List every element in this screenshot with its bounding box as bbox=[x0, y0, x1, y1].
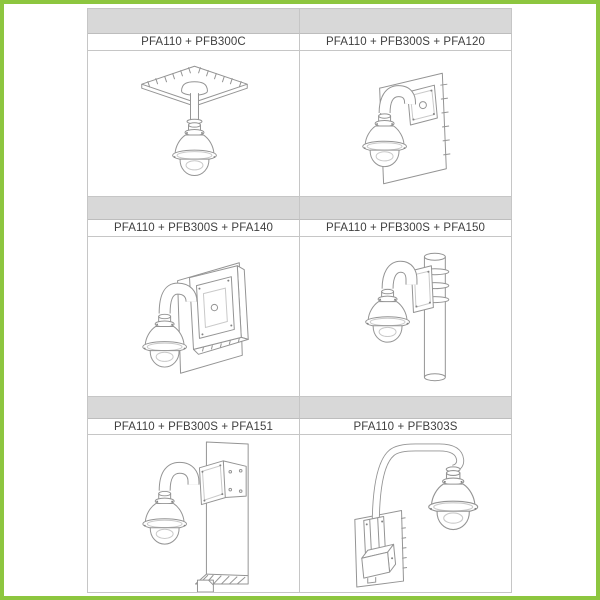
header-band bbox=[88, 197, 300, 220]
gooseneck-arm bbox=[388, 267, 412, 289]
cell-title-pfa110-pfb300s-pfa140 bbox=[88, 220, 300, 237]
cell-title-pfa110-pfb300s-pfa151 bbox=[88, 419, 300, 435]
cell-title-label: PFA110 + PFB300C bbox=[141, 36, 246, 48]
wall-gooseneck-mount-diagram-icon bbox=[300, 435, 511, 592]
header-band bbox=[300, 9, 512, 34]
wall-mount-diagram-icon bbox=[300, 51, 511, 196]
gooseneck-arm bbox=[165, 468, 194, 491]
corner-mount-diagram-icon bbox=[88, 237, 299, 396]
diagram-wall-gooseneck-pfb303s bbox=[300, 435, 512, 593]
diagram-wall-mount-pfa120 bbox=[300, 51, 512, 197]
corner-adapter-box bbox=[190, 266, 249, 355]
ptz-dome-camera bbox=[366, 289, 410, 342]
ptz-dome-camera bbox=[143, 491, 187, 544]
cell-title-label: PFA110 + PFB303S bbox=[353, 420, 458, 433]
cell-title-pfa110-pfb300c bbox=[88, 34, 300, 51]
table-row-group-2 bbox=[88, 197, 512, 397]
cell-title-pfa110-pfb300s-pfa120 bbox=[300, 34, 512, 51]
cell-title-pfa110-pfb303s bbox=[300, 419, 512, 435]
ptz-dome-camera bbox=[173, 123, 217, 176]
diagram-pole-mount-pfa150 bbox=[300, 237, 512, 397]
cell-title-pfa110-pfb300s-pfa150 bbox=[300, 220, 512, 237]
diagram-ceiling-mount bbox=[88, 51, 300, 197]
cell-title-label: PFA110 + PFB300S + PFA150 bbox=[326, 222, 485, 234]
cell-title-label: PFA110 + PFB300S + PFA151 bbox=[114, 420, 273, 433]
header-band bbox=[88, 9, 300, 34]
cell-title-label: PFA110 + PFB300S + PFA140 bbox=[114, 222, 273, 234]
table-row-group-3 bbox=[88, 397, 512, 593]
ptz-dome-camera bbox=[429, 471, 478, 530]
diagram-corner-mount-pfa140 bbox=[88, 237, 300, 397]
header-band bbox=[300, 397, 512, 419]
header-band bbox=[88, 397, 300, 419]
ceiling-mount-diagram-icon bbox=[88, 51, 299, 196]
mounting-options-table bbox=[87, 8, 512, 593]
table-row-group-1 bbox=[88, 9, 512, 197]
corner-bracket-mount-diagram-icon bbox=[88, 435, 299, 592]
header-band bbox=[300, 197, 512, 220]
pole-mount-diagram-icon bbox=[300, 237, 511, 396]
diagram-corner-mount-pfa151 bbox=[88, 435, 300, 593]
cell-title-label: PFA110 + PFB300S + PFA120 bbox=[326, 36, 485, 48]
